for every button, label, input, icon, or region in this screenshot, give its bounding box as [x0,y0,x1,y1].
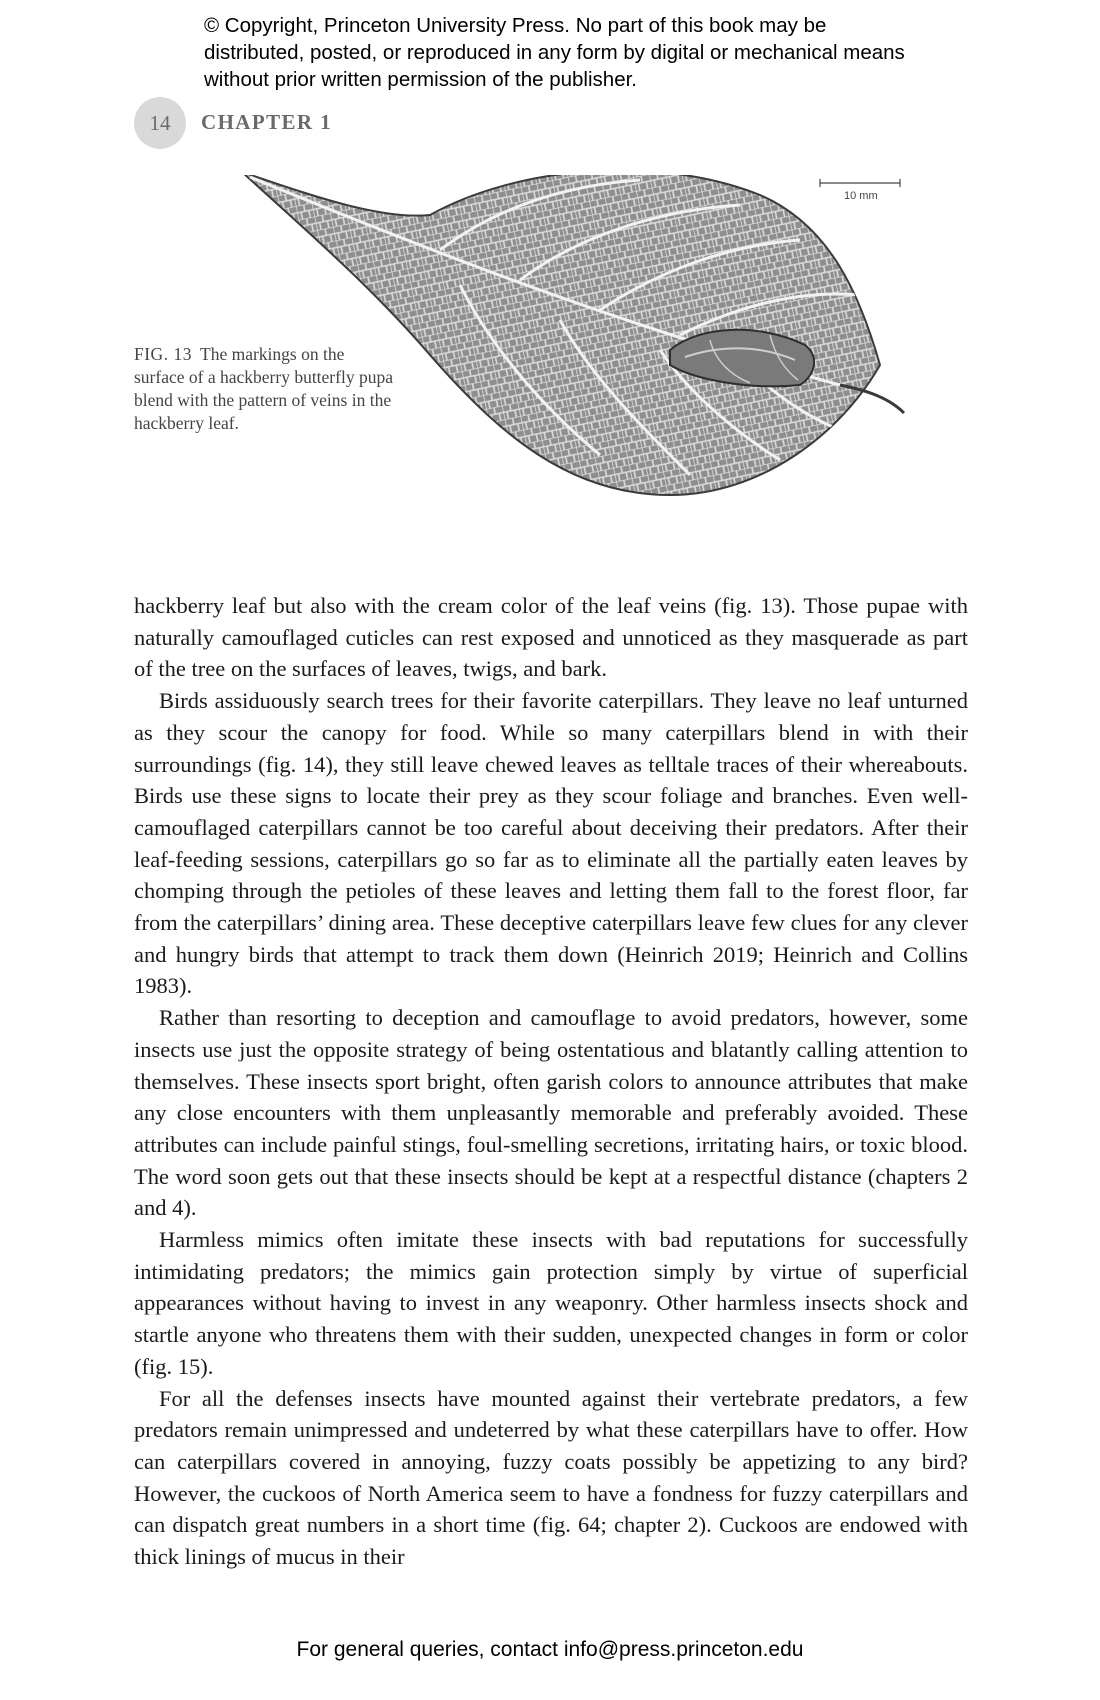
paragraph: For all the defenses insects have mounted against their vertebrate predators, a few predators remain unimpressed and undeterred by what these caterpillars have to offer. How can caterpillars covered in annoying, fuzzy coats possibly be appetizing to any bird? However, the cuckoos of North America seem to have a fondness for fuzzy caterpillars and can dispatch great numbers in a short time (fig. 64; chapter 2). Cuckoos are endowed with thick linings of mucus in their [134,1385,968,1570]
body-text [134,590,968,1573]
caption-text: The markings on the surface of a hackberry butterfly pupa blend with the pattern of veins in the hackberry leaf. [134,344,393,433]
leaf-blade [242,175,880,495]
paragraph: hackberry leaf but also with the cream color of the leaf veins (fig. 13). Those pupae with naturally camouflaged cuticles can rest exposed and unnoticed as they masquerade as part of the tree on the surfaces of leaves, twigs, and bark. [134,593,968,682]
page-number: 14 [134,97,186,149]
paragraph: Rather than resorting to deception and camouflage to avoid predators, however, some insects use just the opposite strategy of being ostentatious and blatantly calling attention to themselves. These insects sport bright, often garish colors to announce attributes that make any close encounters with them unpleasantly memorable and preferably avoided. These attributes can include painful stings, foul-smelling secretions, irritating hairs, or toxic blood. The word soon gets out that these insects should be kept at a respectful distance (chapters 2 and 4). [134,1005,968,1221]
paragraph: Harmless mimics often imitate these insects with bad reputations for successfully intimidating predators; the mimics gain protection simply by virtue of superficial appearances without having to invest in any weaponry. Other harmless insects shock and startle anyone who threatens them with their sudden, unexpected changes in form or color (fig. 15). [134,1227,968,1379]
copyright-notice: © Copyright, Princeton University Press. No part of this book may be distributed, posted, or reproduced in any form by digital or mechanical means without prior written permission of the publisher. [204,14,905,91]
figure-label: FIG. 13 [134,344,192,364]
footer-contact: For general queries, contact info@press.princeton.edu [296,1638,804,1661]
chapter-heading: CHAPTER 1 [201,110,333,134]
paragraph: Birds assiduously search trees for their favorite caterpillars. They leave no leaf unturned as they scour the canopy for food. While so many caterpillars blend in with their surroundings (fig. 14), they still leave chewed leaves as telltale traces of their whereabouts. Birds use these signs to locate their prey as they scour foliage and branches. Even well-camouflaged caterpillars cannot be too careful about deceiving their predators. After their leaf-feeding sessions, caterpillars go so far as to eliminate all the partially eaten leaves by chomping through the petioles of these leaves and letting them fall to the forest floor, far from the caterpillars’ dining area. These deceptive caterpillars leave few clues for any clever and hungry birds that attempt to track them down (Heinrich 2019; Heinrich and Collins 1983). [134,688,968,999]
figure-caption [134,343,394,435]
scale-bar-label: 10 mm [844,190,878,202]
scale-bar [820,179,900,202]
